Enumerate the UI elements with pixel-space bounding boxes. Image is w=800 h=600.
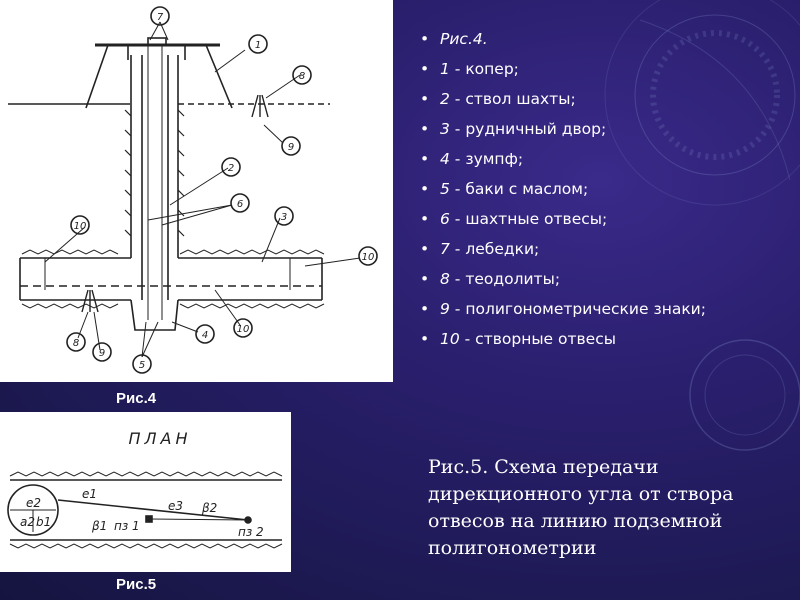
figure-4-caption: Рис.4 (116, 390, 157, 407)
figure-4-panel (0, 0, 393, 382)
legend-item: • 8 - теодолиты; (418, 270, 758, 289)
figure-5-panel (0, 412, 291, 572)
mine-shaft-diagram (0, 0, 393, 382)
legend-item: • 1 - копер; (418, 60, 758, 79)
legend-item: • 2 - ствол шахты; (418, 90, 758, 109)
figure-5-description: Рис.5. Схема передачи дирекционного угла от створа отвесов на линию подземной полигонометрии (428, 456, 734, 559)
callout-10-lower: 10 (236, 324, 250, 335)
callout-3: 3 (280, 212, 288, 223)
callout-9: 9 (287, 142, 295, 153)
callout-8-lower: 8 (72, 338, 80, 349)
legend-item: • 4 - зумпф; (418, 150, 758, 169)
callout-10-right: 10 (361, 252, 375, 263)
callout-2: 2 (227, 163, 235, 174)
callout-5: 5 (138, 360, 146, 371)
callout-8: 8 (298, 71, 306, 82)
callout-9-lower: 9 (98, 348, 106, 359)
label-beta2: β2 (202, 501, 218, 515)
callout-1: 1 (254, 40, 262, 51)
label-e1: e1 (82, 487, 98, 501)
label-pz1: пз 1 (114, 519, 140, 533)
label-pz2: пз 2 (238, 525, 264, 539)
callout-6: 6 (236, 199, 244, 210)
label-e2: e2 (26, 496, 42, 510)
callout-10-left: 10 (73, 221, 87, 232)
callout-7: 7 (156, 12, 164, 23)
callout-4: 4 (201, 330, 209, 341)
figure-5-caption: Рис.5 (116, 576, 157, 593)
label-e3: e3 (168, 499, 184, 513)
legend-item: • 5 - баки с маслом; (418, 180, 758, 199)
plan-label: ПЛАН (128, 429, 192, 448)
legend-item: • 6 - шахтные отвесы; (418, 210, 758, 229)
label-b1: b1 (36, 515, 52, 529)
legend-list (418, 30, 758, 360)
label-beta1: β1 (92, 519, 108, 533)
label-a2: a2 (20, 515, 35, 529)
legend-item: • 7 - лебедки; (418, 240, 758, 259)
legend-item: • 10 - створные отвесы (418, 330, 758, 349)
legend-item: • 9 - полигонометрические знаки; (418, 300, 758, 319)
plan-diagram (0, 412, 291, 572)
legend-item: • 3 - рудничный двор; (418, 120, 758, 139)
legend-item: • Рис.4. (418, 30, 758, 49)
